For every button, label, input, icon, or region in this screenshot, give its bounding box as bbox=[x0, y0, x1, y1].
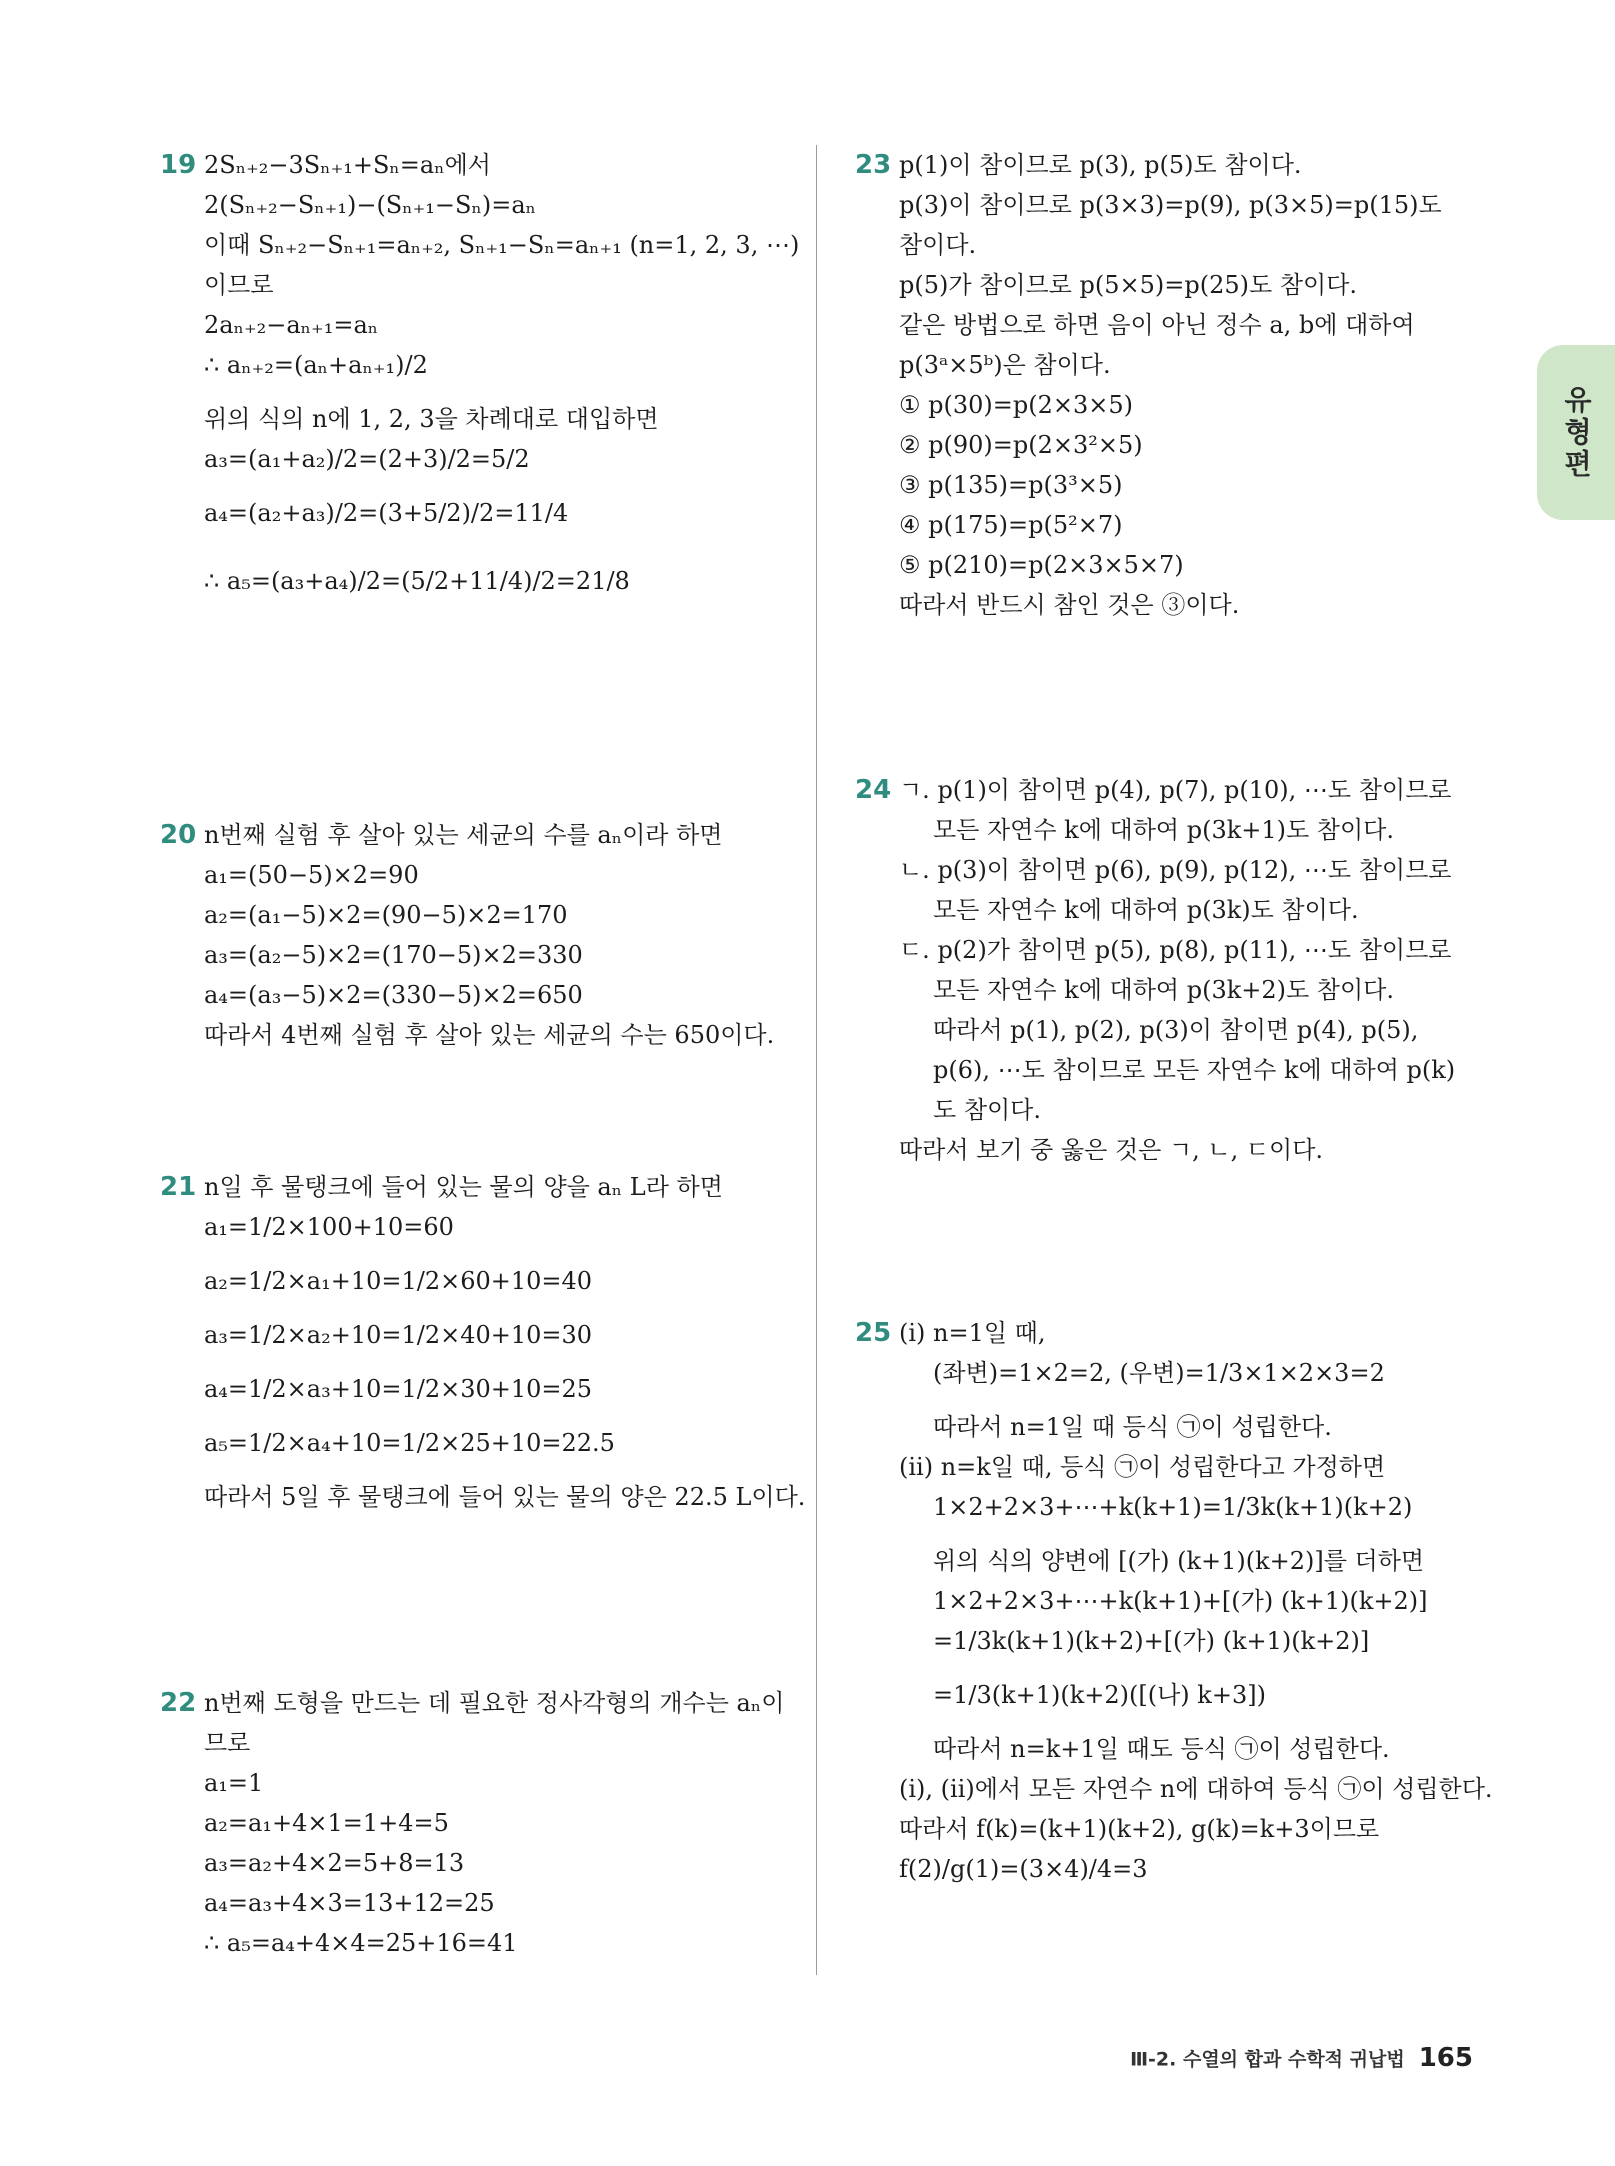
solution-line: 도 참이다. bbox=[933, 1096, 1041, 1124]
solution-line: 1×2+2×3+⋯+k(k+1)=1/3k(k+1)(k+2) bbox=[933, 1493, 1413, 1521]
solution-line: ∴ aₙ₊₂=(aₙ+aₙ₊₁)/2 bbox=[204, 351, 428, 379]
problem-number: 21 bbox=[160, 1172, 197, 1202]
problem-number: 19 bbox=[160, 150, 197, 180]
solution-line: 모든 자연수 k에 대하여 p(3k)도 참이다. bbox=[933, 896, 1359, 924]
solution-line: 이므로 bbox=[204, 271, 274, 299]
solution-line: ① p(30)=p(2×3×5) bbox=[899, 391, 1133, 419]
solution-line: p(1)이 참이므로 p(3), p(5)도 참이다. bbox=[899, 151, 1302, 179]
solution-line: 모든 자연수 k에 대하여 p(3k+2)도 참이다. bbox=[933, 976, 1394, 1004]
solution-line: a₄=(a₃−5)×2=(330−5)×2=650 bbox=[204, 981, 583, 1009]
solution-line: =1/3k(k+1)(k+2)+[(가) (k+1)(k+2)] bbox=[933, 1627, 1370, 1655]
solution-line: 따라서 p(1), p(2), p(3)이 참이면 p(4), p(5), bbox=[933, 1016, 1419, 1044]
problem-number: 22 bbox=[160, 1688, 197, 1718]
solution-line: 위의 식의 양변에 [(가) (k+1)(k+2)]를 더하면 bbox=[933, 1547, 1425, 1575]
solution-line: 위의 식의 n에 1, 2, 3을 차례대로 대입하면 bbox=[204, 405, 659, 433]
solution-line: p(3ᵃ×5ᵇ)은 참이다. bbox=[899, 351, 1111, 379]
solution-line: 2aₙ₊₂−aₙ₊₁=aₙ bbox=[204, 311, 379, 339]
section-side-tab bbox=[1537, 345, 1615, 520]
solution-line: a₄=1/2×a₃+10=1/2×30+10=25 bbox=[204, 1375, 593, 1403]
solution-line: 따라서 5일 후 물탱크에 들어 있는 물의 양은 22.5 L이다. bbox=[204, 1483, 806, 1511]
solution-line: 따라서 f(k)=(k+1)(k+2), g(k)=k+3이므로 bbox=[899, 1815, 1380, 1843]
solution-line: (ⅰ), (ⅱ)에서 모든 자연수 n에 대하여 등식 ㉠이 성립한다. bbox=[899, 1775, 1493, 1803]
solution-line: n번째 실험 후 살아 있는 세균의 수를 aₙ이라 하면 bbox=[204, 821, 723, 849]
solution-line: (좌변)=1×2=2, (우변)=1/3×1×2×3=2 bbox=[933, 1359, 1385, 1387]
solution-line: p(5)가 참이므로 p(5×5)=p(25)도 참이다. bbox=[899, 271, 1358, 299]
solution-line: a₂=(a₁−5)×2=(90−5)×2=170 bbox=[204, 901, 568, 929]
solution-line: 따라서 n=k+1일 때도 등식 ㉠이 성립한다. bbox=[933, 1735, 1390, 1763]
solution-line: p(3)이 참이므로 p(3×3)=p(9), p(3×5)=p(15)도 bbox=[899, 191, 1442, 219]
solution-line: a₄=a₃+4×3=13+12=25 bbox=[204, 1889, 495, 1917]
solution-line: ㄷ. p(2)가 참이면 p(5), p(8), p(11), ⋯도 참이므로 bbox=[899, 936, 1452, 964]
column-divider bbox=[816, 145, 817, 1975]
solution-line: 참이다. bbox=[899, 231, 977, 259]
solution-line: a₄=(a₂+a₃)/2=(3+5/2)/2=11/4 bbox=[204, 499, 569, 527]
solution-line: (ⅰ) n=1일 때, bbox=[899, 1319, 1046, 1347]
solution-line: p(6), ⋯도 참이므로 모든 자연수 k에 대하여 p(k) bbox=[933, 1056, 1456, 1084]
page-footer bbox=[1130, 2043, 1473, 2073]
problem-number: 25 bbox=[855, 1318, 892, 1348]
solution-line: a₁=1/2×100+10=60 bbox=[204, 1213, 454, 1241]
solution-line: a₅=1/2×a₄+10=1/2×25+10=22.5 bbox=[204, 1429, 615, 1457]
page-number: 165 bbox=[1418, 2043, 1473, 2073]
solution-line: a₂=a₁+4×1=1+4=5 bbox=[204, 1809, 449, 1837]
solution-line: 따라서 4번째 실험 후 살아 있는 세균의 수는 650이다. bbox=[204, 1021, 775, 1049]
chapter-title: Ⅲ-2. 수열의 합과 수학적 귀납법 bbox=[1130, 2048, 1405, 2071]
solution-line: 같은 방법으로 하면 음이 아닌 정수 a, b에 대하여 bbox=[899, 311, 1415, 339]
solution-line: ⑤ p(210)=p(2×3×5×7) bbox=[899, 551, 1184, 579]
solution-line: a₁=1 bbox=[204, 1769, 264, 1797]
solution-line: a₃=(a₂−5)×2=(170−5)×2=330 bbox=[204, 941, 583, 969]
solution-line: n번째 도형을 만드는 데 필요한 정사각형의 개수는 aₙ이 bbox=[204, 1689, 785, 1717]
problem-number: 24 bbox=[855, 775, 892, 805]
solution-line: f(2)/g(1)=(3×4)/4=3 bbox=[899, 1855, 1148, 1883]
solution-line: (ⅱ) n=k일 때, 등식 ㉠이 성립한다고 가정하면 bbox=[899, 1453, 1386, 1481]
solution-line: ∴ a₅=(a₃+a₄)/2=(5/2+11/4)/2=21/8 bbox=[204, 567, 630, 595]
solution-line: a₃=(a₁+a₂)/2=(2+3)/2=5/2 bbox=[204, 445, 530, 473]
solution-line: 므로 bbox=[204, 1729, 251, 1757]
solution-line: 2Sₙ₊₂−3Sₙ₊₁+Sₙ=aₙ에서 bbox=[204, 151, 491, 179]
solution-line: a₃=a₂+4×2=5+8=13 bbox=[204, 1849, 465, 1877]
solution-line: ② p(90)=p(2×3²×5) bbox=[899, 431, 1143, 459]
solution-line: ㄱ. p(1)이 참이면 p(4), p(7), p(10), ⋯도 참이므로 bbox=[899, 776, 1452, 804]
problem-number: 20 bbox=[160, 820, 197, 850]
solution-line: 이때 Sₙ₊₂−Sₙ₊₁=aₙ₊₂, Sₙ₊₁−Sₙ=aₙ₊₁ (n=1, 2, 3, ⋯) bbox=[204, 231, 800, 259]
solution-line: n일 후 물탱크에 들어 있는 물의 양을 aₙ L라 하면 bbox=[204, 1173, 723, 1201]
solution-line: a₂=1/2×a₁+10=1/2×60+10=40 bbox=[204, 1267, 593, 1295]
solution-line: ④ p(175)=p(5²×7) bbox=[899, 511, 1123, 539]
solution-line: 따라서 보기 중 옳은 것은 ㄱ, ㄴ, ㄷ이다. bbox=[899, 1136, 1324, 1164]
solution-line: 2(Sₙ₊₂−Sₙ₊₁)−(Sₙ₊₁−Sₙ)=aₙ bbox=[204, 191, 537, 219]
solution-line: a₃=1/2×a₂+10=1/2×40+10=30 bbox=[204, 1321, 593, 1349]
side-tab-label: 유형편 bbox=[1560, 384, 1593, 481]
problem-number: 23 bbox=[855, 150, 892, 180]
solution-line: =1/3(k+1)(k+2)([(나) k+3]) bbox=[933, 1681, 1266, 1709]
solution-line: ㄴ. p(3)이 참이면 p(6), p(9), p(12), ⋯도 참이므로 bbox=[899, 856, 1452, 884]
solution-line: 1×2+2×3+⋯+k(k+1)+[(가) (k+1)(k+2)] bbox=[933, 1587, 1428, 1615]
solution-line: 따라서 반드시 참인 것은 ③이다. bbox=[899, 591, 1240, 619]
solution-line: a₁=(50−5)×2=90 bbox=[204, 861, 419, 889]
solution-line: ③ p(135)=p(3³×5) bbox=[899, 471, 1123, 499]
solution-line: ∴ a₅=a₄+4×4=25+16=41 bbox=[204, 1929, 518, 1957]
solution-line: 따라서 n=1일 때 등식 ㉠이 성립한다. bbox=[933, 1413, 1332, 1441]
solution-line: 모든 자연수 k에 대하여 p(3k+1)도 참이다. bbox=[933, 816, 1394, 844]
